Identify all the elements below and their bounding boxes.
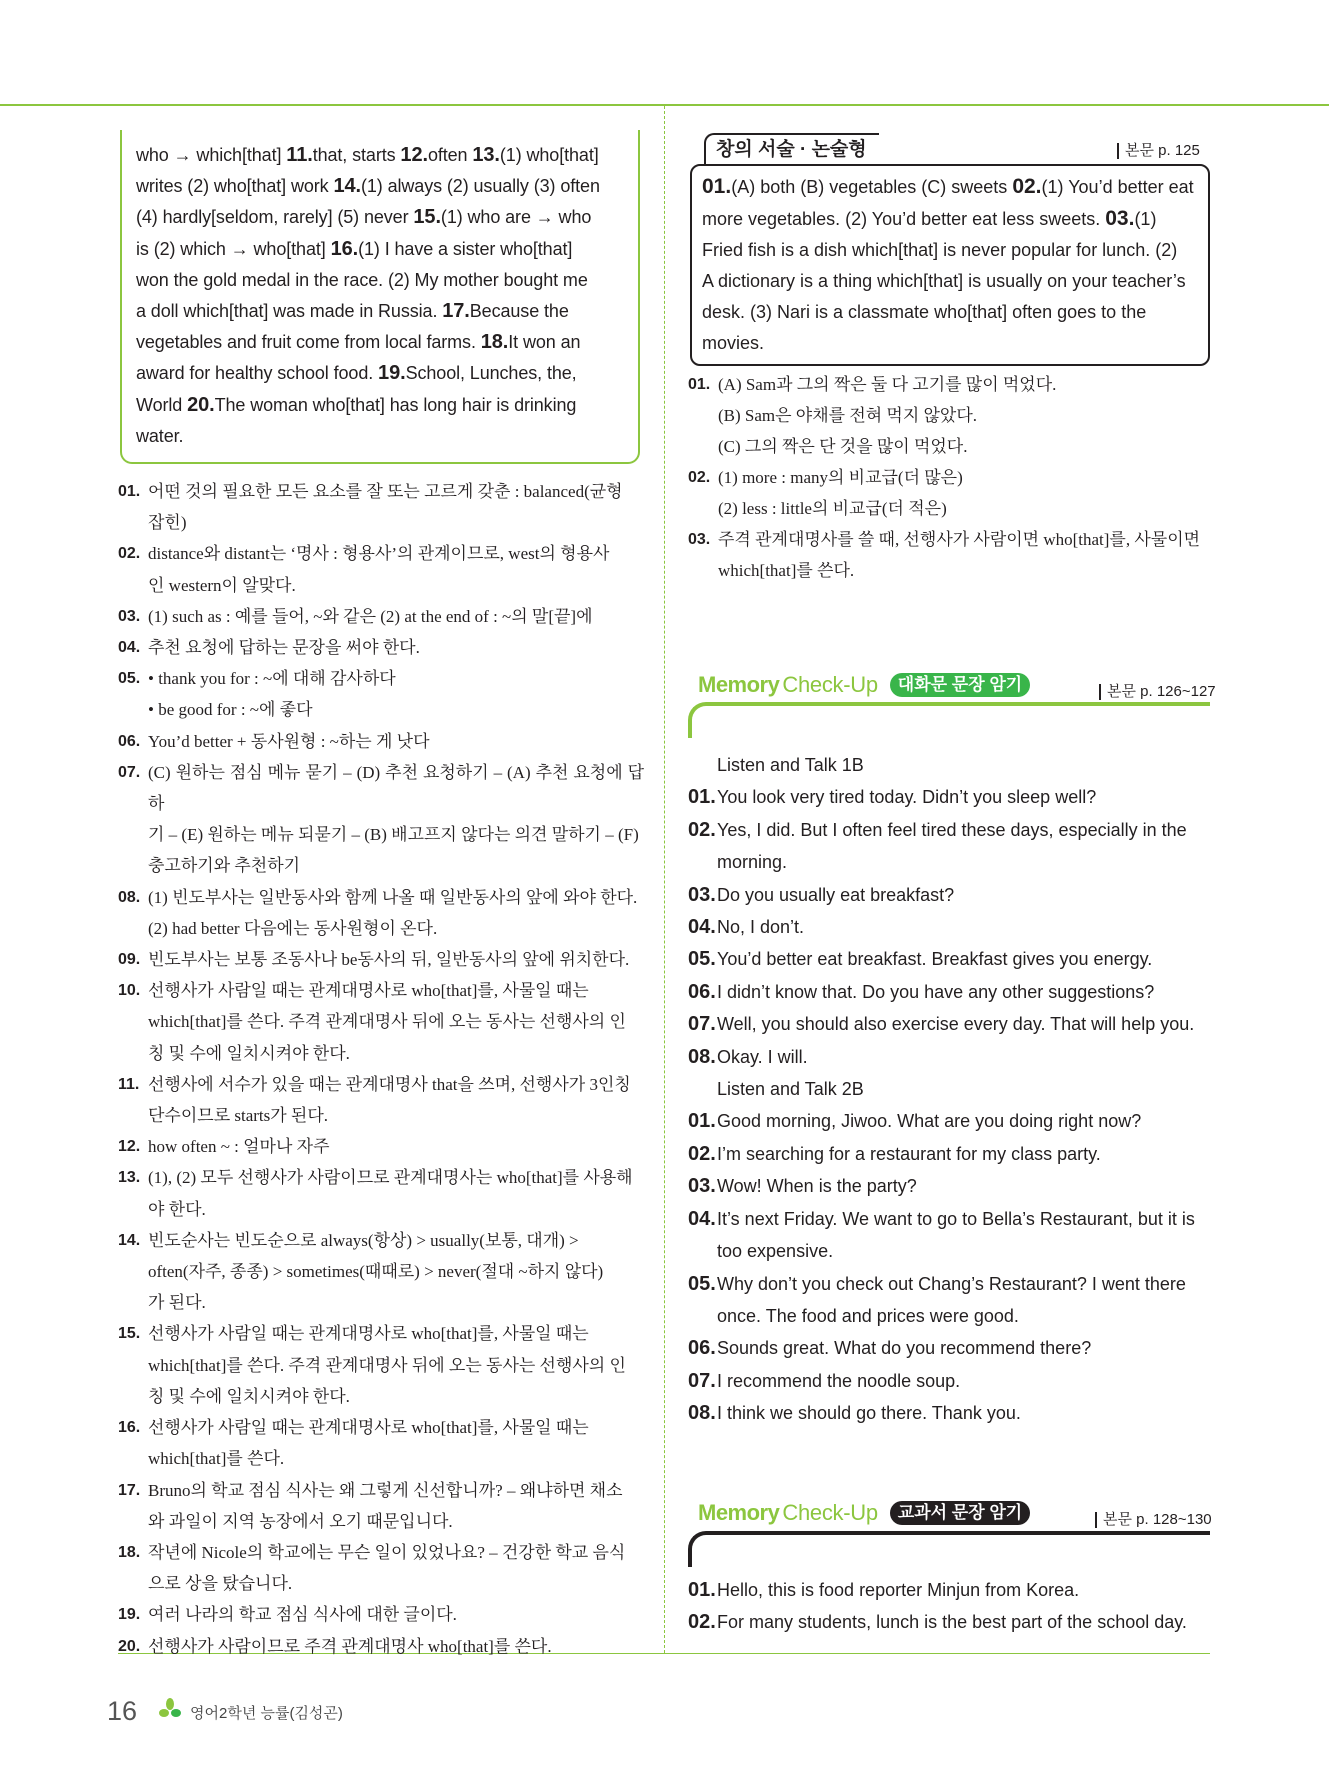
creative-line — [702, 171, 1198, 203]
textbook-sentence-line — [688, 1574, 1213, 1606]
creative-explanation-number — [688, 400, 718, 431]
explanation-line — [118, 913, 644, 944]
explanation-line — [118, 1100, 644, 1131]
explanation-line — [118, 1350, 644, 1381]
memory-2-page-ref: 본문 p. 128~130 — [1095, 1512, 1212, 1528]
creative-explanation-line — [688, 431, 1213, 462]
answer-text: that, starts — [312, 145, 401, 165]
creative-explanation-line — [688, 369, 1213, 400]
dialog-line — [688, 1041, 1213, 1073]
explanation-number — [118, 1038, 148, 1069]
dialog-text: morning. — [717, 852, 788, 873]
answer-number: 19. — [378, 362, 406, 385]
creative-explanation-text: (A) Sam과 그의 짝은 둘 다 고기를 많이 먹었다. — [718, 375, 1057, 394]
explanation-text: Bruno의 학교 점심 식사는 왜 그렇게 신선합니까? – 왜냐하면 채소 — [148, 1480, 623, 1500]
explanation-text: 빈도순사는 빈도순으로 always(항상) > usually(보통, 대개) > — [148, 1230, 579, 1250]
explanation-number: 01. — [118, 483, 141, 500]
creative-explanation-line — [688, 462, 1213, 493]
explanation-text: 기 – (E) 원하는 메뉴 되묻기 – (B) 배고프지 않다는 의견 말하기 – (F) — [148, 825, 639, 845]
explanation-text: 칭 및 수에 일치시켜야 한다. — [148, 1043, 350, 1063]
dialog-text: No, I don’t. — [717, 917, 805, 938]
creative-explanation-number — [688, 493, 718, 524]
creative-section-title: 창의 서술 · 논술형 — [704, 133, 879, 165]
answer-number: 20. — [187, 393, 215, 416]
creative-text: A dictionary is a thing which[that] is usually on your teacher’s — [702, 271, 1186, 291]
creative-number: 03. — [1105, 207, 1135, 230]
explanation-text: 여러 나라의 학교 점심 식사에 대한 글이다. — [148, 1605, 457, 1625]
explanation-number — [118, 1381, 148, 1412]
explanation-line — [118, 1162, 644, 1193]
answer-text: is (2) which → who[that] — [136, 238, 331, 259]
dialog-text: once. The food and prices were good. — [717, 1305, 1019, 1326]
dialog-line — [688, 1268, 1213, 1300]
explanation-text: how often ~ : 얼마나 자주 — [148, 1137, 330, 1157]
creative-text: Fried fish is a dish which[that] is never popular for lunch. (2) — [702, 240, 1178, 260]
explanation-number: 03. — [118, 607, 141, 625]
dialog-text: Sounds great. What do you recommend there? — [717, 1338, 1092, 1359]
checkup-label: Check-Up — [782, 1500, 878, 1525]
answer-text: who → which[that] — [136, 145, 287, 165]
creative-text: (A) both (B) vegetables (C) sweets — [731, 177, 1013, 197]
dialog-text: Good morning, Jiwoo. What are you doing right now? — [717, 1111, 1142, 1132]
answer-line — [136, 265, 623, 296]
explanation-text: 어떤 것의 필요한 모든 요소를 잘 또는 고르게 갖춘 : balanced(균형 — [148, 482, 623, 501]
answer-text: often — [427, 145, 473, 165]
explanation-number: 10. — [118, 982, 141, 1000]
answer-number: 11. — [286, 144, 313, 166]
answer-text: School, Lunches, the, — [405, 363, 577, 384]
creative-number: 02. — [1012, 175, 1042, 198]
explanation-line — [118, 1475, 644, 1506]
explanation-number: 02. — [118, 545, 141, 563]
answer-text: (1) who[that] — [499, 145, 599, 165]
creative-text: desk. (3) Nari is a classmate who[that] often goes to the — [702, 302, 1147, 322]
dialog-number — [688, 846, 717, 878]
creative-text: more vegetables. (2) You’d better eat less sweets. — [702, 209, 1106, 229]
creative-explanation-line — [688, 524, 1213, 555]
creative-line — [702, 266, 1198, 297]
explanation-number — [118, 507, 148, 538]
explanation-number — [118, 1006, 148, 1037]
dialog-text: I think we should go there. Thank you. — [717, 1403, 1021, 1424]
explanation-text: often(자주, 종종) > sometimes(때때로) > never(절대 ~하지 않다) — [148, 1262, 604, 1282]
dialog-number: 01. — [688, 786, 716, 809]
dialog-line — [688, 1332, 1213, 1364]
dialog-line — [688, 846, 1213, 878]
dialog-number: 06. — [688, 1337, 716, 1360]
explanation-number: 09. — [118, 951, 141, 969]
explanation-line — [118, 1287, 644, 1318]
explanation-text: 단수이므로 starts가 된다. — [148, 1106, 329, 1126]
memory-badge: 대화문 문장 암기 — [890, 673, 1030, 697]
creative-number: 01. — [702, 175, 732, 198]
explanation-text: 인 western이 알맞다. — [148, 575, 296, 595]
explanation-number: 19. — [118, 1606, 141, 1624]
creative-explanation-number — [688, 555, 718, 586]
answer-number: 14. — [333, 175, 361, 198]
explanation-line — [118, 507, 644, 538]
checkup-label: Check-Up — [782, 672, 878, 697]
explanation-text: 추천 요청에 답하는 문장을 써야 한다. — [148, 638, 420, 658]
explanation-line — [118, 1038, 644, 1069]
dialog-number: 05. — [688, 1272, 716, 1295]
dialog-line — [688, 1300, 1213, 1332]
answer-text: (1) always (2) usually (3) often — [360, 176, 600, 197]
explanation-line — [118, 1506, 644, 1537]
dialog-number: 08. — [688, 1045, 716, 1068]
memory-checkup-2-heading — [698, 1498, 1030, 1528]
answer-line — [136, 327, 623, 358]
explanation-number: 15. — [118, 1325, 141, 1343]
creative-explanation-number: 01. — [688, 376, 711, 393]
explanation-text: (1) such as : 예를 들어, ~와 같은 (2) at the end of : ~의 말[끝]에 — [148, 606, 593, 626]
dialog-text: I didn’t know that. Do you have any other suggestions? — [717, 981, 1155, 1002]
explanation-number — [118, 1350, 148, 1381]
explanation-text: 으로 상을 탔습니다. — [148, 1574, 293, 1594]
explanation-number: 20. — [118, 1637, 141, 1655]
page-number: 16 — [107, 1696, 138, 1726]
explanation-line — [118, 632, 644, 663]
dialog-text: Wow! When is the party? — [717, 1176, 917, 1197]
dialog-text: I’m searching for a restaurant for my class party. — [717, 1143, 1101, 1164]
answer-number: 16. — [330, 237, 359, 260]
explanation-text: 빈도부사는 보통 조동사나 be동사의 뒤, 일반동사의 앞에 위치한다. — [148, 950, 630, 970]
dialog-number: 01. — [688, 1110, 716, 1133]
explanation-line — [118, 1194, 644, 1225]
answer-number: 13. — [472, 144, 500, 166]
sentence-number: 01. — [688, 1579, 716, 1601]
answer-text: vegetables and fruit come from local farms. — [136, 332, 481, 353]
column-divider — [664, 106, 665, 1653]
explanation-line — [118, 601, 644, 632]
memory-label: Memory — [698, 672, 780, 697]
answer-text: a doll which[that] was made in Russia. — [136, 301, 443, 322]
memory-2-dialog — [688, 1574, 1213, 1639]
explanation-number — [118, 850, 148, 881]
explanation-line — [118, 476, 644, 507]
explanation-number: 13. — [118, 1169, 141, 1187]
explanation-line — [118, 1225, 644, 1256]
explanation-text: which[that]를 쓴다. 주격 관계대명사 뒤에 오는 동사는 선행사의 인 — [148, 1355, 626, 1375]
answer-text: Because the — [469, 301, 569, 322]
explanation-number: 17. — [118, 1481, 141, 1499]
dialog-number: 03. — [688, 1175, 716, 1198]
explanation-list — [118, 476, 644, 1662]
memory-label: Memory — [698, 1500, 780, 1525]
explanation-number: 07. — [118, 763, 141, 781]
explanation-line — [118, 1537, 644, 1568]
explanation-text: • be good for : ~에 좋다 — [148, 700, 313, 720]
explanation-text: 야 한다. — [148, 1199, 206, 1219]
explanation-number: 12. — [118, 1138, 141, 1156]
explanation-text: You’d better + 동사원형 : ~하는 게 낫다 — [148, 731, 430, 751]
explanation-line — [118, 1256, 644, 1287]
answer-number: 15. — [413, 206, 441, 229]
dialog-number: 02. — [688, 1142, 716, 1165]
explanation-line — [118, 570, 644, 601]
answer-text: award for healthy school food. — [136, 363, 379, 384]
creative-explanation-text: (C) 그의 짝은 단 것을 많이 먹었다. — [718, 437, 968, 456]
dialog-number: 07. — [688, 1369, 716, 1392]
dialog-section-heading: Listen and Talk 1B — [717, 755, 864, 775]
creative-explanation-text: (1) more : many의 비교급(더 많은) — [718, 468, 963, 487]
explanation-text: 충고하기와 추천하기 — [148, 856, 301, 876]
explanation-number: 18. — [118, 1543, 141, 1561]
answer-text: (1) who are → who — [440, 207, 592, 228]
dialog-number: 02. — [688, 818, 716, 841]
dialog-text: Why don’t you check out Chang’s Restaurant? I went there — [717, 1273, 1186, 1294]
creative-explanation-number: 03. — [688, 531, 711, 548]
explanation-line — [118, 1443, 644, 1474]
dialog-line — [688, 943, 1213, 975]
answer-text: World — [136, 394, 188, 415]
explanation-text: (2) had better 다음에는 동사원형이 온다. — [148, 918, 438, 938]
dialog-line — [688, 1235, 1213, 1267]
dialog-text: Okay. I will. — [717, 1046, 808, 1067]
creative-explanation-text: which[that]를 쓴다. — [718, 561, 855, 580]
explanation-line — [118, 1599, 644, 1630]
creative-explanation-line — [688, 493, 1213, 524]
explanation-text: which[that]를 쓴다. 주격 관계대명사 뒤에 오는 동사는 선행사의 인 — [148, 1012, 626, 1032]
creative-text: (1) — [1134, 209, 1157, 229]
explanation-number — [118, 570, 148, 601]
explanation-text: 선행사가 사람일 때는 관계대명사로 who[that]를, 사물일 때는 — [148, 1418, 589, 1438]
explanation-line — [118, 882, 644, 913]
explanation-number — [118, 1194, 148, 1225]
explanation-line — [118, 1412, 644, 1443]
dialog-number: 06. — [688, 980, 716, 1003]
dialog-line — [688, 1397, 1213, 1429]
textbook-sentence-line — [688, 1606, 1213, 1638]
explanation-line — [118, 538, 644, 569]
answer-text: (1) I have a sister who[that] — [358, 238, 573, 259]
dialog-line — [688, 1365, 1213, 1397]
explanation-number — [118, 1100, 148, 1131]
dialog-line — [688, 1105, 1213, 1137]
answer-line — [136, 171, 623, 202]
dialog-text: I recommend the noodle soup. — [717, 1370, 961, 1391]
sentence-text: Hello, this is food reporter Minjun from Korea. — [717, 1580, 1080, 1600]
explanation-text: 선행사가 사람일 때는 관계대명사로 who[that]를, 사물일 때는 — [148, 981, 589, 1001]
creative-text: movies. — [702, 333, 765, 353]
creative-explanation-text: (B) Sam은 야채를 전혀 먹지 않았다. — [718, 406, 978, 425]
explanation-number — [118, 1506, 148, 1537]
leaf-icon — [158, 1698, 182, 1722]
sentence-number: 02. — [688, 1611, 716, 1634]
creative-explanation-text: 주격 관계대명사를 쓸 때, 선행사가 사람이면 who[that]를, 사물이면 — [718, 530, 1201, 549]
answer-line — [136, 421, 623, 452]
explanation-text: (1) 빈도부사는 일반동사와 함께 나올 때 일반동사의 앞에 와야 한다. — [148, 887, 638, 907]
explanation-line — [118, 726, 644, 757]
answer-line — [136, 390, 623, 421]
dialog-section-heading: Listen and Talk 2B — [717, 1079, 864, 1100]
dialog-line — [688, 976, 1213, 1008]
explanation-number — [118, 913, 148, 944]
explanation-number — [118, 1287, 148, 1318]
explanation-number — [118, 1568, 148, 1599]
dialog-line — [688, 1203, 1213, 1235]
answer-text: won the gold medal in the race. (2) My mother bought me — [136, 269, 588, 290]
dialog-line — [688, 1170, 1213, 1202]
explanation-line — [118, 975, 644, 1006]
explanation-text: (C) 원하는 점심 메뉴 묻기 – (D) 추천 요청하기 – (A) 추천 요청에 답하 — [148, 762, 644, 814]
answer-line — [136, 296, 623, 327]
dialog-text: You look very tired today. Didn’t you sleep well? — [717, 787, 1097, 808]
explanation-number — [118, 1256, 148, 1287]
explanation-text: 선행사가 사람이므로 주격 관계대명사 who[that]를 쓴다. — [148, 1636, 552, 1656]
explanation-line — [118, 1131, 644, 1162]
explanation-text: 와 과일이 지역 농장에서 오기 때문입니다. — [148, 1511, 453, 1531]
explanation-text: distance와 distant는 ‘명사 : 형용사’의 관계이므로, west의 형용사 — [148, 544, 610, 564]
creative-explanation-text: (2) less : little의 비교급(더 적은) — [718, 499, 947, 518]
creative-answer-box — [690, 164, 1210, 366]
sentence-text: For many students, lunch is the best part of the school day. — [717, 1612, 1187, 1633]
creative-explanation-line — [688, 400, 1213, 431]
explanation-text: (1), (2) 모두 선행사가 사람이므로 관계대명사는 who[that]를 사용해 — [148, 1168, 633, 1188]
explanation-line — [118, 757, 644, 819]
explanation-text: 잡힌) — [148, 513, 187, 533]
book-title: 영어2학년 능률(김성곤) — [190, 1705, 343, 1722]
answer-text: The woman who[that] has long hair is drinking — [214, 394, 577, 415]
creative-explanation-list — [688, 369, 1213, 586]
dialog-number: 07. — [688, 1013, 716, 1036]
creative-line — [702, 235, 1198, 266]
dialog-text: Do you usually eat breakfast? — [717, 884, 955, 905]
memory-1-bar — [688, 702, 1210, 738]
dialog-line — [688, 814, 1213, 846]
creative-explanation-line — [688, 555, 1213, 586]
explanation-number: 04. — [118, 639, 141, 657]
answer-text: It won an — [508, 332, 581, 353]
creative-line — [702, 203, 1198, 235]
dialog-line — [688, 1138, 1213, 1170]
creative-line — [702, 328, 1198, 359]
dialog-text: Well, you should also exercise every day. That will help you. — [717, 1014, 1195, 1035]
answer-text: water. — [136, 425, 184, 446]
explanation-number: 16. — [118, 1419, 141, 1437]
dialog-number — [688, 1300, 717, 1332]
answer-number: 18. — [480, 331, 509, 354]
explanation-number: 11. — [118, 1075, 140, 1093]
explanation-text: 칭 및 수에 일치시켜야 한다. — [148, 1386, 350, 1406]
answer-line — [136, 202, 623, 233]
explanation-number: 05. — [118, 670, 141, 688]
explanation-line — [118, 1568, 644, 1599]
explanation-line — [118, 1069, 644, 1100]
dialog-number: 08. — [688, 1402, 716, 1425]
answer-number: 17. — [442, 300, 470, 323]
answer-text: writes (2) who[that] work — [136, 176, 334, 197]
explanation-number: 06. — [118, 732, 141, 750]
dialog-line — [688, 1008, 1213, 1040]
dialog-number: 05. — [688, 948, 716, 971]
explanation-line — [118, 663, 644, 694]
answer-number: 12. — [400, 144, 428, 166]
creative-explanation-number: 02. — [688, 469, 711, 486]
explanation-text: 선행사가 사람일 때는 관계대명사로 who[that]를, 사물일 때는 — [148, 1324, 589, 1344]
explanation-line — [118, 694, 644, 725]
explanation-line — [118, 1006, 644, 1037]
answer-line — [136, 234, 623, 265]
explanation-line — [118, 1381, 644, 1412]
creative-explanation-number — [688, 431, 718, 462]
explanation-number — [118, 819, 148, 850]
dialog-number: 03. — [688, 883, 716, 906]
explanation-line — [118, 850, 644, 881]
explanation-number — [118, 1443, 148, 1474]
dialog-number — [688, 1235, 717, 1267]
explanation-number — [118, 694, 148, 725]
dialog-text: Yes, I did. But I often feel tired these days, especially in the — [717, 819, 1187, 840]
memory-checkup-1-heading — [698, 670, 1030, 700]
dialog-number: 04. — [688, 916, 716, 939]
answer-box — [120, 130, 640, 464]
dialog-line — [688, 781, 1213, 813]
memory-1-dialog — [688, 749, 1213, 1430]
creative-text: (1) You’d better eat — [1041, 177, 1194, 197]
memory-1-page-ref: 본문 p. 126~127 — [1099, 684, 1216, 700]
creative-page-ref: 본문 p. 125 — [1117, 143, 1200, 159]
explanation-number: 08. — [118, 888, 141, 906]
explanation-text: • thank you for : ~에 대해 감사하다 — [148, 669, 396, 689]
explanation-line — [118, 944, 644, 975]
explanation-line — [118, 1631, 644, 1662]
dialog-line — [688, 879, 1213, 911]
answer-text: (4) hardly[seldom, rarely] (5) never — [136, 207, 414, 228]
explanation-text: 작년에 Nicole의 학교에는 무슨 일이 있었나요? – 건강한 학교 음식 — [148, 1542, 626, 1562]
dialog-number: 04. — [688, 1207, 716, 1230]
explanation-line — [118, 1318, 644, 1349]
creative-line — [702, 297, 1198, 328]
memory-badge: 교과서 문장 암기 — [890, 1501, 1030, 1525]
explanation-text: 가 된다. — [148, 1293, 206, 1313]
dialog-text: too expensive. — [717, 1241, 834, 1262]
dialog-line — [688, 911, 1213, 943]
explanation-line — [118, 819, 644, 850]
dialog-text: It’s next Friday. We want to go to Bella’s Restaurant, but it is — [717, 1208, 1195, 1229]
memory-2-bar — [688, 1531, 1210, 1567]
dialog-text: You’d better eat breakfast. Breakfast gives you energy. — [717, 949, 1153, 970]
explanation-text: 선행사에 서수가 있을 때는 관계대명사 that을 쓰며, 선행사가 3인칭 — [148, 1074, 631, 1094]
answer-line — [136, 140, 623, 171]
explanation-text: which[that]를 쓴다. — [148, 1449, 285, 1469]
explanation-number: 14. — [118, 1231, 141, 1249]
answer-line — [136, 358, 623, 389]
